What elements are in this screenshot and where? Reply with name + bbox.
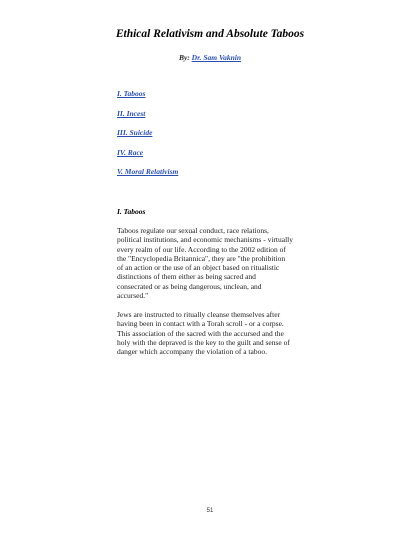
paragraph-line: of an action or the use of an object based on ritualistic [117, 263, 280, 273]
paragraph-line: political institutions, and economic mechanisms - virtually [117, 235, 294, 245]
paragraph-line: holy with the depraved is the key to the guilt and sense of [117, 337, 290, 347]
author-link[interactable]: Dr. Sam Vaknin [191, 53, 242, 62]
paragraph-line: Jews are instructed to ritually cleanse themselves after [117, 310, 281, 319]
table-of-contents [117, 89, 178, 187]
paragraph-line: accursed." [117, 291, 149, 301]
paragraph-line: danger which accompany the violation of a taboo. [117, 347, 267, 357]
toc-link-suicide[interactable]: III. Suicide [117, 128, 153, 137]
paragraph-line: every realm of our life. According to the 2002 edition of [117, 244, 286, 254]
paragraph-line: This association of the sacred with the accursed and the [117, 328, 284, 338]
paragraph-line: consecrated or as being dangerous, unclean, and [117, 281, 262, 291]
paragraph-line: Taboos regulate our sexual conduct, race relations, [117, 226, 269, 235]
byline-prefix: By: [178, 53, 190, 62]
toc-link-race[interactable]: IV. Race [117, 147, 144, 157]
paragraph-jewish-cleansing [117, 310, 317, 356]
paragraph-line: the "Encyclopedia Britannica", they are "the prohibition [117, 253, 286, 263]
paragraph-taboos-definition [117, 226, 317, 300]
page-number: 51 [206, 508, 214, 514]
paragraph-line: having been in contact with a Torah scroll - or a corpse. [117, 319, 284, 329]
toc-link-moral-relativism[interactable]: V. Moral Relativism [117, 167, 179, 176]
byline [0, 53, 420, 62]
section-heading: I. Taboos [117, 207, 146, 216]
paragraph-line: distinctions of them either as being sacred and [117, 272, 256, 282]
toc-link-taboos[interactable]: I. Taboos [117, 89, 146, 98]
toc-link-incest[interactable]: II. Incest [117, 108, 146, 118]
document-title: Ethical Relativism and Absolute Taboos [115, 28, 305, 40]
